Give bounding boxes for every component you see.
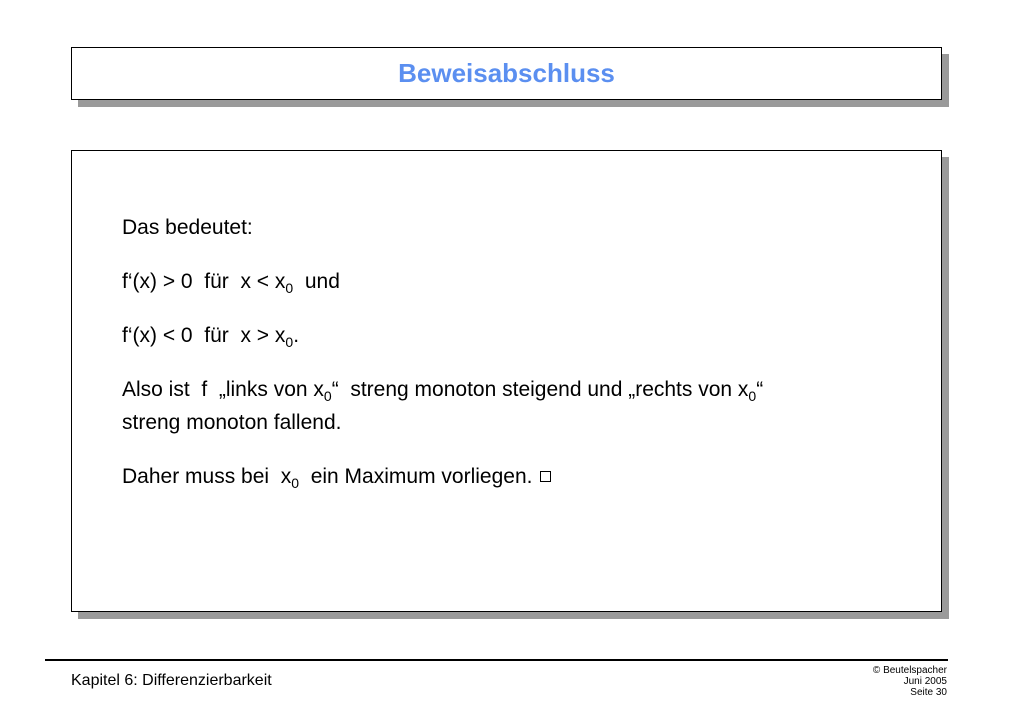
footer-divider (45, 659, 948, 661)
condition-1-subscript: 0 (285, 280, 294, 296)
conclusion-subscript-2: 0 (748, 388, 757, 404)
intro-line (122, 211, 921, 244)
condition-line-1 (122, 265, 921, 298)
condition-1-suffix: und (293, 270, 340, 293)
maximum-prefix: Daher muss bei x (122, 465, 292, 488)
footer-date: Juni 2005 (903, 676, 947, 687)
footer-meta (873, 665, 947, 698)
maximum-suffix: ein Maximum vorliegen. (299, 465, 533, 488)
slide-title: Beweisabschluss (398, 58, 615, 88)
condition-2-suffix: . (293, 324, 300, 347)
qed-square-icon (540, 471, 551, 482)
conclusion-paragraph (122, 373, 921, 439)
conclusion-subscript-1: 0 (323, 388, 332, 404)
footer-chapter: Kapitel 6: Differenzierbarkeit (71, 672, 272, 689)
content-body (122, 211, 921, 514)
intro-text: Das bedeutet: (122, 216, 253, 239)
footer-copyright: © Beutelspacher (872, 665, 947, 676)
conclusion-line-b: streng monoton fallend. (122, 411, 342, 434)
title-box (71, 47, 942, 100)
content-box (71, 150, 942, 612)
condition-2-subscript: 0 (285, 334, 294, 350)
conclusion-part-3: “ (756, 378, 764, 401)
maximum-line (122, 460, 921, 493)
conclusion-part-1: Also ist f „links von x (122, 378, 324, 401)
footer-page-number: Seite 30 (910, 687, 947, 698)
conclusion-part-2: “ streng monoton steigend und „rechts von x (331, 378, 749, 401)
maximum-subscript: 0 (291, 475, 300, 491)
condition-2-prefix: f‘(x) < 0 für x > x (122, 324, 286, 347)
condition-1-prefix: f‘(x) > 0 für x < x (122, 270, 286, 293)
condition-line-2 (122, 319, 921, 352)
